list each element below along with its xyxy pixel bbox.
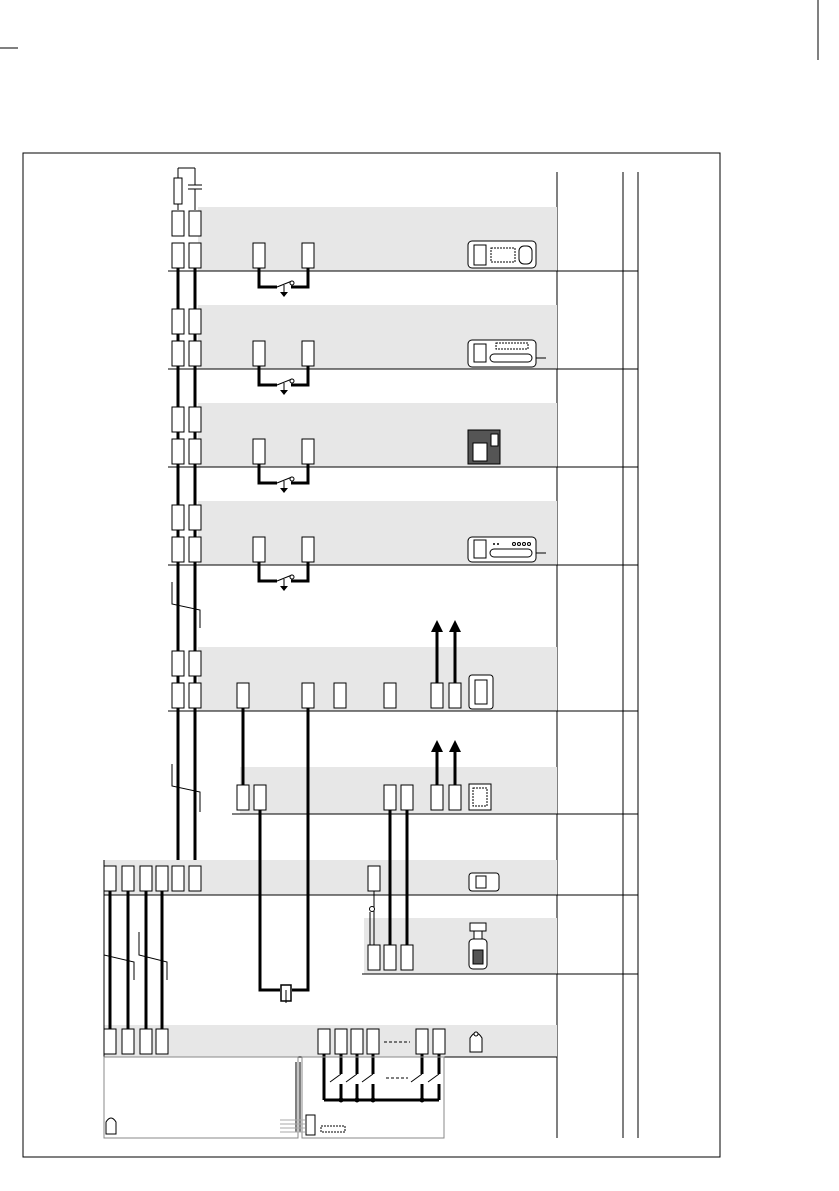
power-supply-icon: [469, 784, 491, 810]
bell-buttons: [324, 1054, 439, 1103]
bell-icon: [470, 1032, 482, 1052]
intercom-module-icon: [468, 537, 546, 562]
panel-connector: [280, 1115, 345, 1135]
left-bus-wires: [110, 891, 162, 1029]
video-camera-module-icon: [468, 430, 500, 464]
door-opener-row: [368, 945, 413, 970]
small-controller-icon: [469, 873, 499, 891]
intercom-button-panel-icon: [468, 340, 546, 367]
intercom-keypad-unit-icon: [468, 241, 536, 268]
door-opener-icon: [469, 923, 487, 969]
bus-terminals: [172, 211, 201, 708]
handset-module-icon: [469, 675, 493, 709]
right-rails: [557, 172, 638, 1138]
bell-icon-small: [106, 1118, 116, 1134]
resistor-capacitor: [174, 168, 202, 210]
cable-break-marks: [104, 582, 200, 980]
bottom-panels: [104, 1057, 444, 1138]
